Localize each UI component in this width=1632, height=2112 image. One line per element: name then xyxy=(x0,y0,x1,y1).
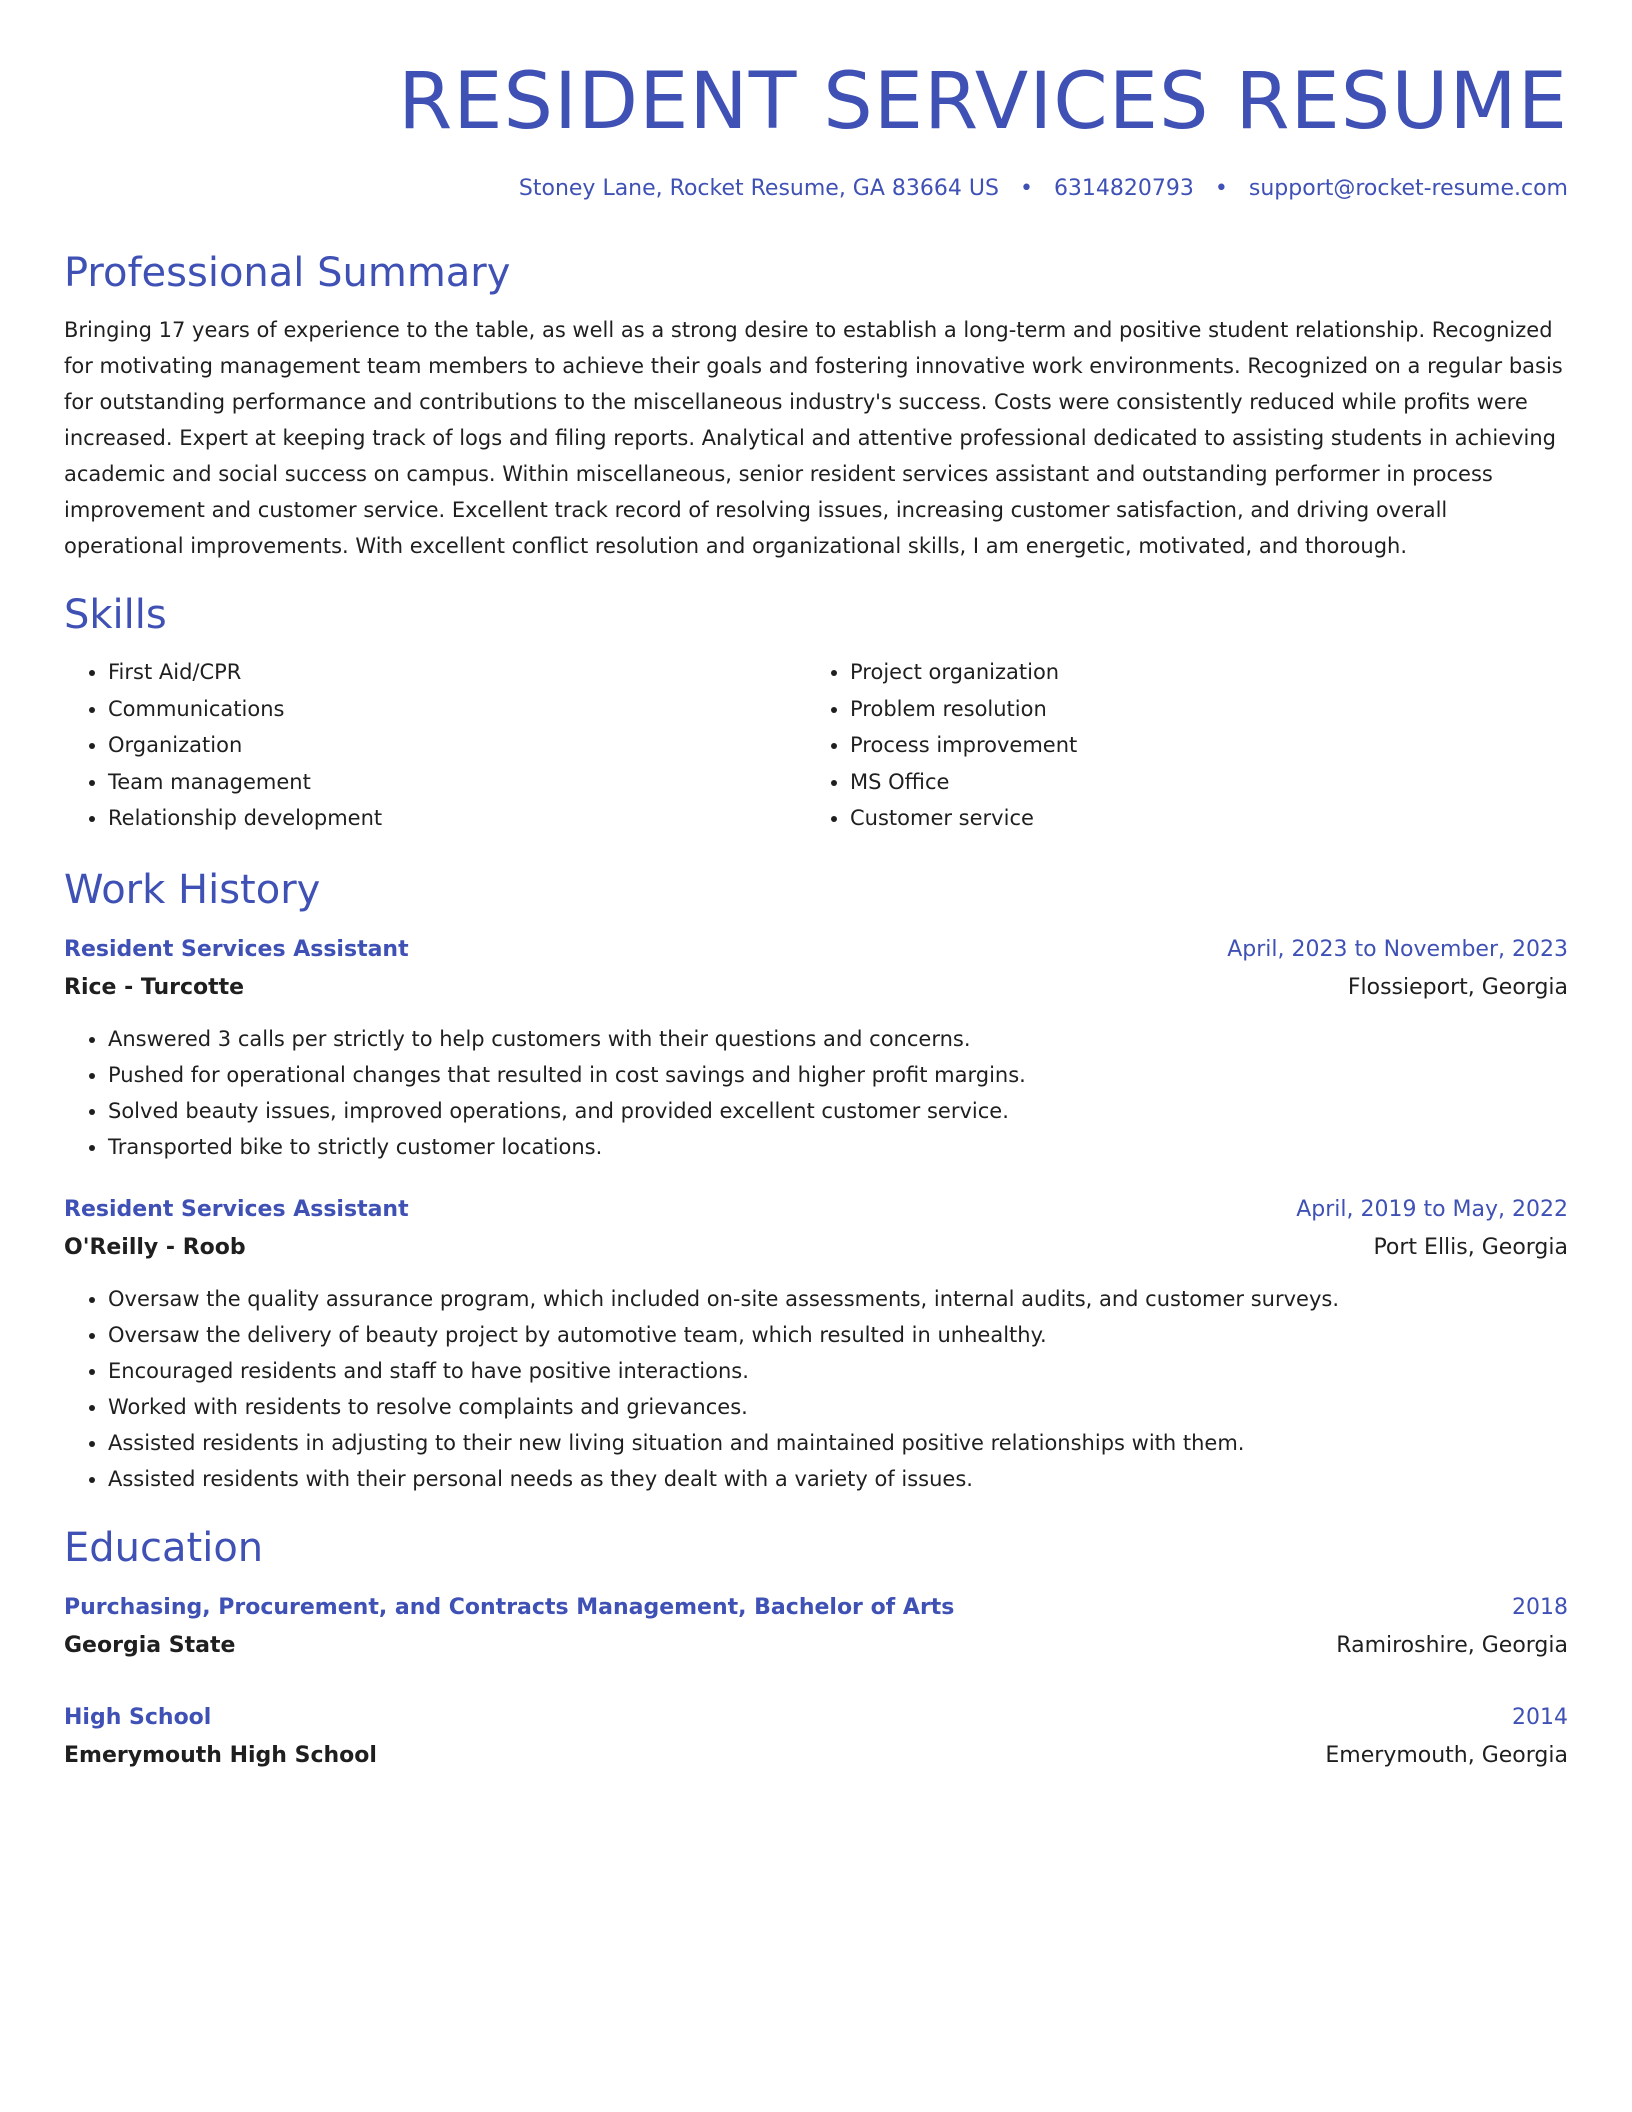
job-bullet: • Assisted residents with their personal needs as they dealt with a variety of issues. xyxy=(108,1461,1568,1497)
job-header xyxy=(64,1191,1568,1229)
education-location: Emerymouth, Georgia xyxy=(1325,1742,1568,1768)
education-header xyxy=(64,1699,1568,1737)
job-bullet: • Transported bike to strictly customer locations. xyxy=(108,1129,1568,1165)
skill-item: • Communications xyxy=(108,691,806,728)
skill-item: • Relationship development xyxy=(108,800,806,837)
education-heading: Education xyxy=(64,1524,264,1571)
education-entry xyxy=(64,1589,1568,1665)
skills-list-left xyxy=(64,654,806,837)
job-bullet: • Encouraged residents and staff to have positive interactions. xyxy=(108,1353,1568,1389)
job-company: Rice - Turcotte xyxy=(64,974,245,1000)
education-school: Georgia State xyxy=(64,1632,236,1658)
job-subheader xyxy=(64,969,1568,1007)
skills-heading: Skills xyxy=(64,592,167,638)
skill-item: • MS Office xyxy=(850,764,1548,801)
resume-title: RESIDENT SERVICES RESUME xyxy=(398,57,1568,147)
summary-text: Bringing 17 years of experience to the table, as well as a strong desire to establish a long-term and positive student relationship. Recognized for motivating management team members to achieve their goals and fostering innovative work environments. Recognized on a regular basis for outstanding performance and contributions to the miscellaneous industry's success. Costs were consistently reduced while profits were increased. Expert at keeping track of logs and filing reports. Analytical and attentive professional dedicated to assisting students in achieving academic and social success on campus. Within miscellaneous, senior resident services assistant and outstanding performer in process improvement and customer service. Excellent track record of resolving issues, increasing customer satisfaction, and driving overall operational improvements. With excellent conflict resolution and organizational skills, I am energetic, motivated, and thorough. xyxy=(64,318,1563,558)
education-entry xyxy=(64,1699,1568,1775)
job-bullet: • Assisted residents in adjusting to their new living situation and maintained positive relationships with them. xyxy=(108,1425,1568,1461)
job-bullet: • Pushed for operational changes that resulted in cost savings and higher profit margins. xyxy=(108,1057,1568,1093)
skills-list-right xyxy=(806,654,1548,837)
education-year: 2014 xyxy=(1512,1704,1568,1730)
job-bullets xyxy=(64,1281,1568,1497)
skills-grid xyxy=(64,654,1568,837)
job-bullet: • Worked with residents to resolve complaints and grievances. xyxy=(108,1389,1568,1425)
job-entry xyxy=(64,931,1568,1165)
job-bullet: • Solved beauty issues, improved operations, and provided excellent customer service. xyxy=(108,1093,1568,1129)
job-location: Flossieport, Georgia xyxy=(1347,974,1568,1000)
job-dates: April, 2019 to May, 2022 xyxy=(1296,1196,1568,1222)
skill-item: • Customer service xyxy=(850,800,1548,837)
skill-item: • Organization xyxy=(108,727,806,764)
skill-item: • Problem resolution xyxy=(850,691,1548,728)
job-bullet: • Answered 3 calls per strictly to help customers with their questions and concerns. xyxy=(108,1021,1568,1057)
job-dates: April, 2023 to November, 2023 xyxy=(1227,936,1568,962)
skill-item: • Process improvement xyxy=(850,727,1548,764)
contact-separator: • xyxy=(1019,176,1033,201)
work-history-heading: Work History xyxy=(64,866,321,913)
job-subheader xyxy=(64,1229,1568,1267)
contact-phone: 6314820793 xyxy=(1053,176,1194,201)
job-bullets xyxy=(64,1021,1568,1165)
contact-separator: • xyxy=(1214,176,1228,201)
contact-email: support@rocket-resume.com xyxy=(1248,176,1568,201)
job-title: Resident Services Assistant xyxy=(64,936,409,962)
skill-item: • First Aid/CPR xyxy=(108,654,806,691)
job-company: O'Reilly - Roob xyxy=(64,1234,246,1260)
job-bullet: • Oversaw the quality assurance program, which included on-site assessments, internal audits, and customer surveys. xyxy=(108,1281,1568,1317)
resume-page xyxy=(64,0,1568,1775)
skill-item: • Project organization xyxy=(850,654,1548,691)
job-entry xyxy=(64,1191,1568,1497)
education-school: Emerymouth High School xyxy=(64,1742,377,1768)
education-subheader xyxy=(64,1737,1568,1775)
job-location: Port Ellis, Georgia xyxy=(1373,1234,1568,1260)
education-location: Ramiroshire, Georgia xyxy=(1336,1632,1568,1658)
education-year: 2018 xyxy=(1512,1594,1568,1620)
contact-line xyxy=(64,174,1568,204)
contact-address: Stoney Lane, Rocket Resume, GA 83664 US xyxy=(518,176,999,201)
job-title: Resident Services Assistant xyxy=(64,1196,409,1222)
job-bullet: • Oversaw the delivery of beauty project by automotive team, which resulted in unhealthy. xyxy=(108,1317,1568,1353)
education-degree: Purchasing, Procurement, and Contracts Management, Bachelor of Arts xyxy=(64,1594,955,1620)
education-degree: High School xyxy=(64,1704,212,1730)
job-header xyxy=(64,931,1568,969)
education-subheader xyxy=(64,1627,1568,1665)
education-header xyxy=(64,1589,1568,1627)
summary-heading: Professional Summary xyxy=(64,250,511,296)
skill-item: • Team management xyxy=(108,764,806,801)
